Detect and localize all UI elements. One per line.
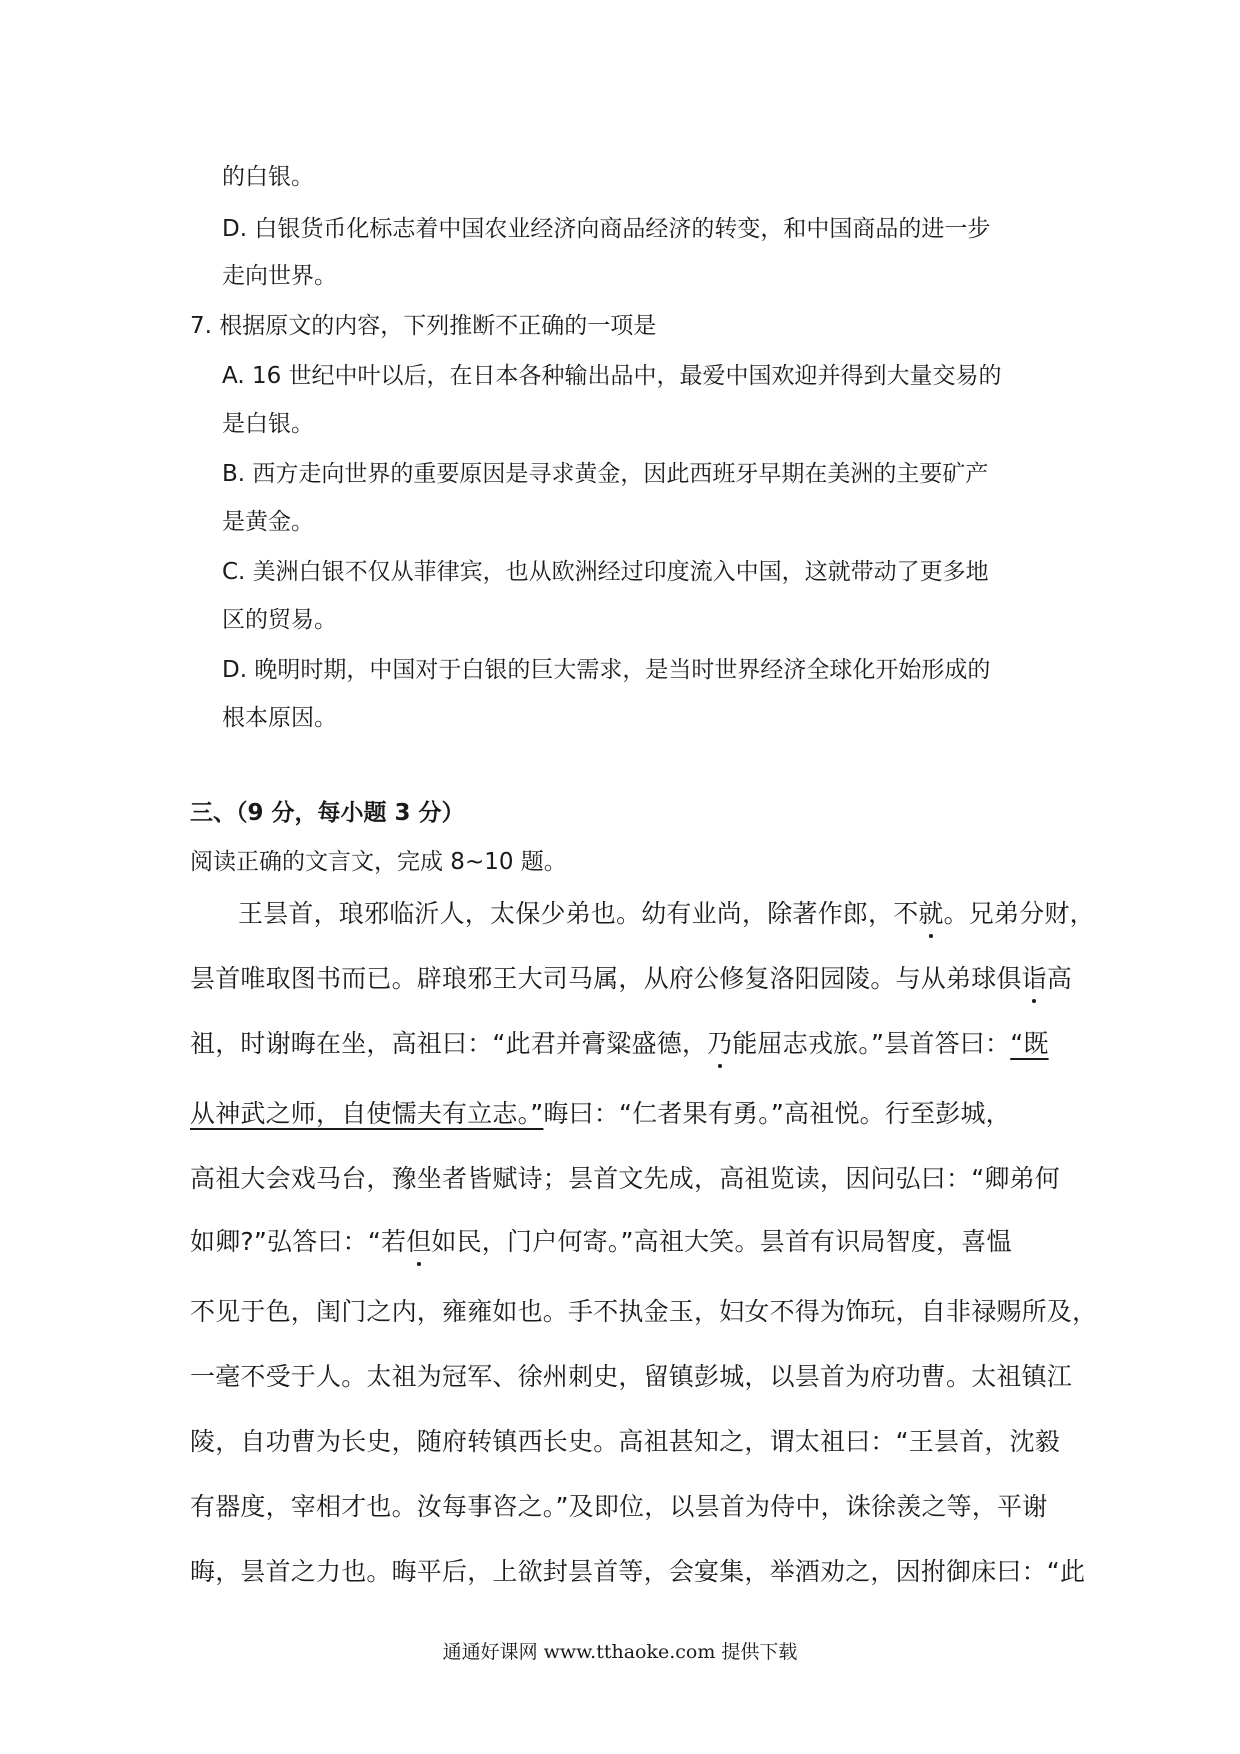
q7-option-a-line2: 是白银。 (222, 411, 314, 437)
passage-line-3 (190, 1024, 1049, 1060)
section-heading: 三、（9 分，每小题 3 分） (190, 800, 465, 826)
dotted-word: 乃 (707, 1029, 733, 1058)
q7-option-c-line1: C. 美洲白银不仅从菲律宾，也从欧洲经过印度流入中国，这就带动了更多地 (222, 559, 989, 585)
q7-option-b-line2: 是黄金。 (222, 509, 314, 535)
passage-text: 昙首唯取图书而已。辟琅邪王大司马属，从府公修复洛阳园陵。与从弟球俱 (190, 964, 1022, 993)
passage-line-11: 晦，昙首之力也。晦平后，上欲封昙首等，会宴集，举酒劝之，因拊御床曰：“此 (190, 1557, 1086, 1586)
underlined-sentence-end: 从神武之师，自使懦夫有立志。” (190, 1099, 544, 1128)
passage-line-7: 不见于色，闺门之内，雍雍如也。手不执金玉，妇女不得为饰玩，自非禄赐所及， (190, 1297, 1098, 1326)
q6-option-c-continuation: 的白银。 (222, 164, 314, 190)
page-footer: 通通好课网 www.tthaoke.com 提供下载 (442, 1641, 798, 1663)
section-instruction: 阅读正确的文言文，完成 8~10 题。 (190, 849, 567, 875)
dotted-word: 但 (406, 1227, 432, 1256)
passage-text: 如卿?”弘答曰：“若 (190, 1227, 407, 1256)
passage-line-4 (190, 1094, 1011, 1130)
q6-option-d-line2: 走向世界。 (222, 263, 337, 289)
passage-text: 。兄弟分财， (943, 899, 1095, 928)
passage-line-9: 陵，自功曹为长史，随府转镇西长史。高祖甚知之，谓太祖曰：“王昙首，沈毅 (190, 1427, 1060, 1456)
passage-line-1 (238, 894, 1095, 930)
underlined-sentence-start: “既 (1010, 1029, 1049, 1058)
q7-option-b-line1: B. 西方走向世界的重要原因是寻求黄金，因此西班牙早期在美洲的主要矿产 (222, 461, 989, 487)
passage-text: 高 (1046, 964, 1073, 993)
q7-option-c-line2: 区的贸易。 (222, 607, 337, 633)
passage-line-6 (190, 1222, 1012, 1258)
passage-line-10: 有器度，宰相才也。汝每事咨之。”及即位，以昙首为侍中，诛徐羡之等，平谢 (190, 1492, 1048, 1521)
q7-option-a-line1: A. 16 世纪中叶以后，在日本各种输出品中，最爱中国欢迎并得到大量交易的 (222, 363, 1002, 389)
q7-option-d-line1: D. 晚明时期，中国对于白银的巨大需求，是当时世界经济全球化开始形成的 (222, 657, 991, 683)
q7-option-d-line2: 根本原因。 (222, 705, 337, 731)
passage-line-2 (190, 959, 1072, 995)
passage-text: 王昙首，琅邪临沂人，太保少弟也。幼有业尚，除著作郎，不 (238, 899, 919, 928)
q7-stem: 7. 根据原文的内容，下列推断不正确的一项是 (190, 313, 657, 339)
passage-text: 能屈志戎旅。”昙首答曰： (732, 1029, 1011, 1058)
passage-line-8: 一毫不受于人。太祖为冠军、徐州刺史，留镇彭城，以昙首为府功曹。太祖镇江 (190, 1362, 1073, 1391)
passage-text: 晦曰：“仁者果有勇。”高祖悦。行至彭城， (543, 1099, 1011, 1128)
passage-line-5: 高祖大会戏马台，豫坐者皆赋诗；昙首文先成，高祖览读，因问弘曰：“卿弟何 (190, 1164, 1060, 1193)
passage-text: 祖，时谢晦在坐，高祖曰：“此君并膏粱盛德， (190, 1029, 708, 1058)
q6-option-d-line1: D. 白银货币化标志着中国农业经济向商品经济的转变，和中国商品的进一步 (222, 216, 991, 242)
dotted-word: 诣 (1021, 964, 1047, 993)
dotted-word: 就 (918, 899, 944, 928)
passage-text: 如民，门户何寄。”高祖大笑。昙首有识局智度，喜愠 (431, 1227, 1012, 1256)
